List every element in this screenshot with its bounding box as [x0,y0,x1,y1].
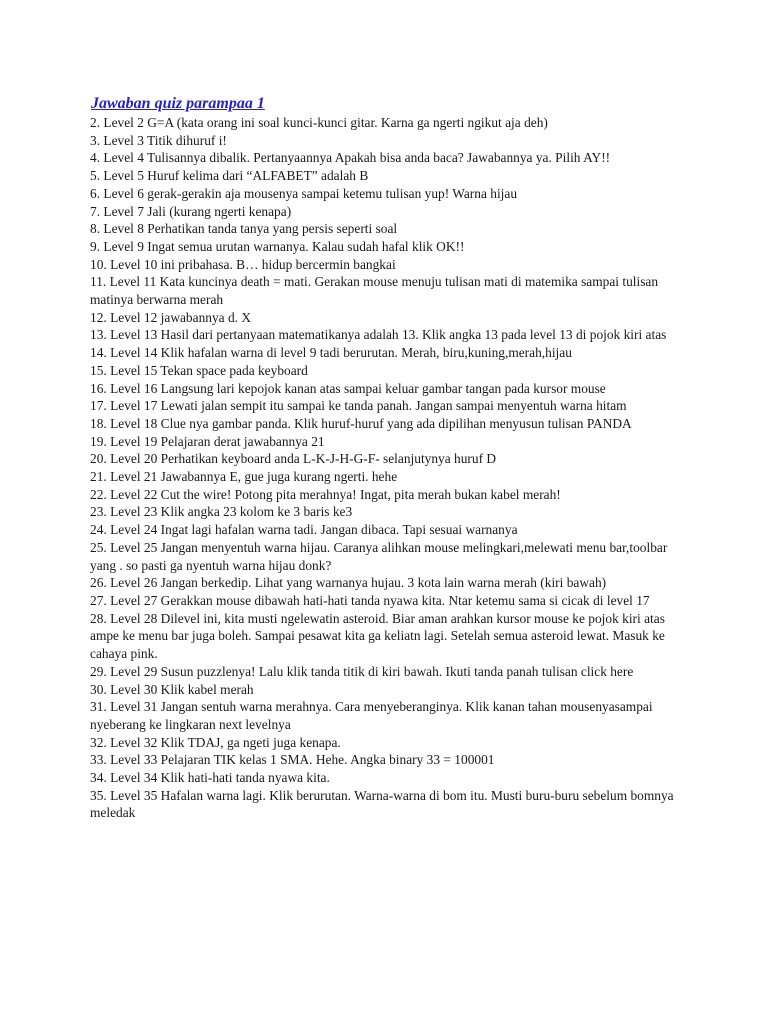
answer-item: 20. Level 20 Perhatikan keyboard anda L-K-J-H-G-F- selanjutynya huruf D [90,451,497,467]
answer-item: 15. Level 15 Tekan space pada keyboard [90,362,308,378]
answer-item: 25. Level 25 Jangan menyentuh warna hijau. Caranya alihkan mouse melingkari,melewati menu bar,toolbar yang . so pasti ga nyentuh warna hijau donk? [90,539,668,573]
answer-item: 34. Level 34 Klik hati-hati tanda nyawa kita. [90,770,330,786]
answer-item: 33. Level 33 Pelajaran TIK kelas 1 SMA. Hehe. Angka binary 33 = 100001 [90,752,495,768]
document-page [90,94,690,822]
answer-item: 11. Level 11 Kata kuncinya death = mati. Gerakan mouse menuju tulisan mati di matemika sampai tulisan matinya berwarna merah [90,274,659,308]
answer-item: 6. Level 6 gerak-gerakin aja mousenya sampai ketemu tulisan yup! Warna hijau [90,185,518,201]
answer-item: 8. Level 8 Perhatikan tanda tanya yang persis seperti soal [90,221,398,237]
answer-item: 10. Level 10 ini pribahasa. B… hidup bercermin bangkai [90,256,396,272]
answer-item: 14. Level 14 Klik hafalan warna di level 9 tadi berurutan. Merah, biru,kuning,merah,hijau [90,345,572,361]
document-title-link[interactable]: Jawaban quiz parampaa 1 [91,95,265,112]
answer-list [90,114,690,822]
answer-item: 13. Level 13 Hasil dari pertanyaan matematikanya adalah 13. Klik angka 13 pada level 13 di pojok kiri atas [90,327,667,343]
answer-item: 31. Level 31 Jangan sentuh warna merahnya. Cara menyeberanginya. Klik kanan tahan mousenyasampai nyeberang ke lingkaran next levelnya [90,699,653,732]
answer-item: 9. Level 9 Ingat semua urutan warnanya. Kalau sudah hafal klik OK!! [90,238,465,254]
answer-item: 16. Level 16 Langsung lari kepojok kanan atas sampai keluar gambar tangan pada kursor mouse [90,380,606,396]
answer-item: 26. Level 26 Jangan berkedip. Lihat yang warnanya hujau. 3 kota lain warna merah (kiri bawah) [90,575,607,591]
answer-item: 28. Level 28 Dilevel ini, kita musti ngelewatin asteroid. Biar aman arahkan kursor mouse ke pojok kiri atas ampe ke menu bar juga boleh. Sampai pesawat kita ga keliatn lagi. Setelah semua asteroid lewat. Masuk ke cahaya pink. [90,610,665,662]
answer-item: 35. Level 35 Hafalan warna lagi. Klik berurutan. Warna-warna di bom itu. Musti buru-buru sebelum bomnya meledak [90,787,674,821]
answer-item: 4. Level 4 Tulisannya dibalik. Pertanyaannya Apakah bisa anda baca? Jawabannya ya. Pilih AY!! [90,150,611,166]
answer-item: 3. Level 3 Titik dihuruf i! [90,132,227,148]
answer-item: 27. Level 27 Gerakkan mouse dibawah hati-hati tanda nyawa kita. Ntar ketemu sama si cicak di level 17 [90,592,650,608]
answer-item: 12. Level 12 jawabannya d. X [90,309,252,325]
answer-item: 7. Level 7 Jali (kurang ngerti kenapa) [90,203,292,219]
answer-item: 32. Level 32 Klik TDAJ, ga ngeti juga kenapa. [90,734,341,750]
answer-item: 29. Level 29 Susun puzzlenya! Lalu klik tanda titik di kiri bawah. Ikuti tanda panah tulisan click here [90,663,634,679]
answer-item: 19. Level 19 Pelajaran derat jawabannya 21 [90,433,325,449]
answer-item: 18. Level 18 Clue nya gambar panda. Klik huruf-huruf yang ada dipilihan menyusun tulisan PANDA [90,415,632,431]
answer-item: 17. Level 17 Lewati jalan sempit itu sampai ke tanda panah. Jangan sampai menyentuh warna hitam [90,398,627,414]
answer-item: 2. Level 2 G=A (kata orang ini soal kunci-kunci gitar. Karna ga ngerti ngikut aja deh) [90,115,548,130]
answer-item: 21. Level 21 Jawabannya E, gue juga kurang ngerti. hehe [90,469,398,485]
answer-item: 23. Level 23 Klik angka 23 kolom ke 3 baris ke3 [90,504,353,520]
answer-item: 24. Level 24 Ingat lagi hafalan warna tadi. Jangan dibaca. Tapi sesuai warnanya [90,522,518,538]
answer-item: 5. Level 5 Huruf kelima dari “ALFABET” adalah B [90,168,369,184]
answer-item: 30. Level 30 Klik kabel merah [90,681,254,697]
answer-item: 22. Level 22 Cut the wire! Potong pita merahnya! Ingat, pita merah bukan kabel merah! [90,486,561,502]
